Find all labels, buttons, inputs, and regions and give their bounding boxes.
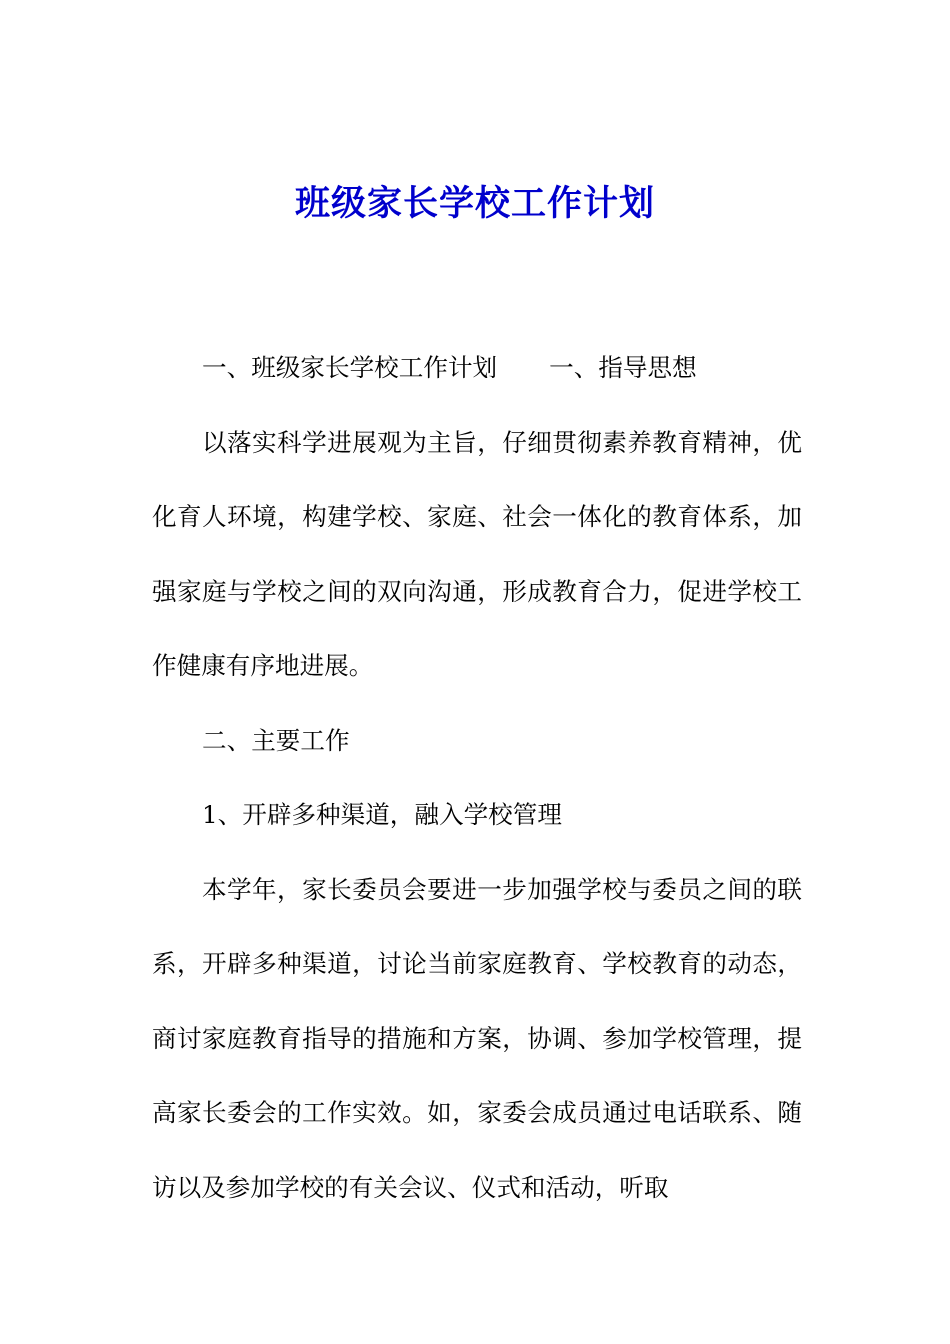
section-heading-main-work: 二、主要工作 (202, 725, 350, 755)
section-heading-plan: 一、班级家长学校工作计划 (202, 353, 498, 382)
paragraph-committee-work: 本学年，家长委员会要进一步加强学校与委员之间的联系，开辟多种渠道，讨论当前家庭教育、学校教育的动态，商讨家庭教育指导的措施和方案，协调、参加学校管理，提高家长委会的工作实效。如，家委会成员通过电话联系、随访以及参加学校的有关会议、仪式和活动，听取 (152, 874, 802, 1202)
section-heading-guiding-thought: 一、指导思想 (549, 353, 697, 382)
document-body (152, 331, 802, 1225)
paragraph-heading-line (152, 331, 802, 406)
subheading-channels: 1、开辟多种渠道，融入学校管理 (202, 800, 562, 829)
paragraph-guiding-thought: 以落实科学进展观为主旨，仔细贯彻素养教育精神，优化育人环境，构建学校、家庭、社会一体化的教育体系，加强家庭与学校之间的双向沟通，形成教育合力，促进学校工作健康有序地进展。 (152, 427, 802, 680)
document-title: 班级家长学校工作计划 (294, 183, 655, 224)
